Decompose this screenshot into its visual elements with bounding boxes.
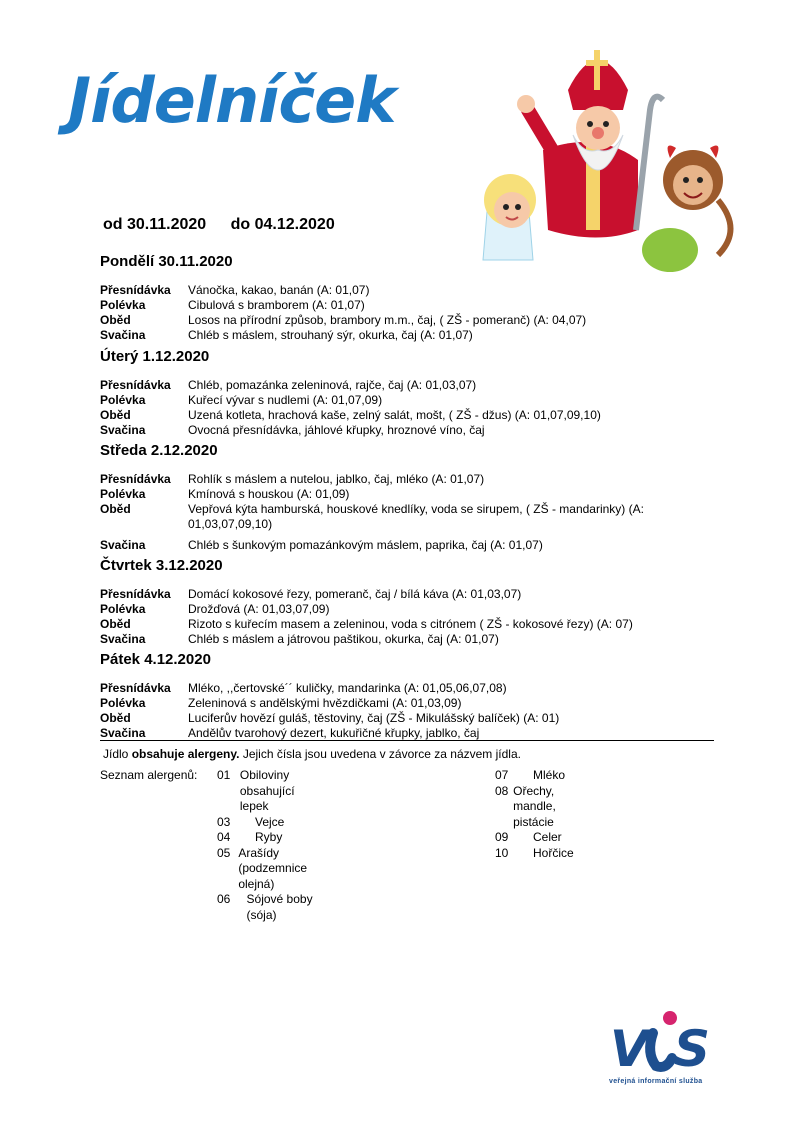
meal-text: Rizoto s kuřecím masem a zeleninou, voda s citrónem ( ZŠ - kokosové řezy) (A: 07) — [188, 617, 633, 631]
meal-text: Zeleninová s andělskými hvězdičkami (A: 01,03,09) — [188, 696, 462, 710]
allergen-item — [217, 815, 324, 831]
meal-label: Oběd — [100, 711, 131, 725]
meal-text: Vepřová kýta hamburská, houskové knedlíky, voda se sirupem, ( ZŠ - mandarinky) (A: 01,03,07,09,10) — [188, 502, 644, 531]
meal-label: Přesnídávka — [100, 378, 171, 392]
meal-label: Polévka — [100, 298, 146, 312]
meal-label: Polévka — [100, 393, 146, 407]
meal-row — [100, 423, 720, 438]
meal-row — [100, 487, 720, 502]
meal-text: Chléb s máslem a játrovou paštikou, okurka, čaj (A: 01,07) — [188, 632, 499, 646]
saint-nicholas-illustration — [448, 30, 748, 280]
meal-text: Drožďová (A: 01,03,07,09) — [188, 602, 330, 616]
allergen-name: Mléko — [533, 768, 566, 782]
meal-row — [100, 632, 720, 647]
meal-text: Kmínová s houskou (A: 01,09) — [188, 487, 350, 501]
meal-row — [100, 313, 720, 328]
allergen-item — [217, 830, 324, 846]
meal-row — [100, 587, 720, 602]
meal-text: Chléb s šunkovým pomazánkovým máslem, paprika, čaj (A: 01,07) — [188, 538, 543, 552]
allergen-item — [495, 784, 576, 831]
period-from: od 30.11.2020 — [103, 216, 207, 233]
meal-label: Přesnídávka — [100, 587, 171, 601]
allergen-number: 05 — [217, 845, 231, 860]
day-section — [100, 348, 720, 438]
allergen-number: 08 — [495, 783, 509, 798]
allergen-item — [495, 768, 576, 784]
meal-text: Uzená kotleta, hrachová kaše, zelný salát, mošt, ( ZŠ - džus) (A: 01,07,09,10) — [188, 408, 601, 422]
allergen-name: Ryby — [255, 830, 283, 844]
allergen-name: Celer — [533, 830, 562, 844]
meal-row — [100, 602, 720, 617]
day-section — [100, 442, 720, 553]
day-heading: Čtvrtek 3.12.2020 — [100, 557, 223, 574]
meal-row — [100, 696, 720, 711]
note-bold: obsahuje alergeny. — [131, 747, 240, 761]
allergen-name: Arašídy (podzemnice olejná) — [238, 845, 308, 891]
meal-text: Ovocná přesnídávka, jáhlové křupky, hroznové víno, čaj — [188, 423, 485, 437]
meal-row — [100, 681, 720, 696]
meal-label: Oběd — [100, 617, 131, 631]
period-to: do 04.12.2020 — [230, 216, 335, 233]
meal-label: Polévka — [100, 602, 146, 616]
meal-row — [100, 393, 720, 408]
day-heading: Pondělí 30.11.2020 — [100, 253, 233, 270]
logo-letter-v: V — [610, 1020, 649, 1078]
day-heading: Pátek 4.12.2020 — [100, 651, 211, 668]
allergen-name: Obiloviny obsahující lepek — [239, 768, 295, 813]
allergen-item — [217, 846, 324, 893]
allergen-name: Ořechy, mandle, pistácie — [513, 783, 556, 829]
meal-row — [100, 617, 720, 632]
menu-period — [103, 216, 355, 234]
allergen-list-label: Seznam alergenů: — [100, 768, 198, 782]
meal-label: Přesnídávka — [100, 681, 171, 695]
meal-label: Polévka — [100, 487, 146, 501]
meal-row — [100, 472, 720, 487]
allergen-number: 07 — [495, 768, 509, 782]
allergen-number: 10 — [495, 845, 509, 860]
allergen-number: 04 — [217, 830, 231, 844]
meal-row — [100, 298, 720, 313]
allergen-number: 06 — [217, 892, 231, 906]
allergen-name: Hořčice — [533, 845, 574, 860]
note-text-end: Jejich čísla jsou uvedena v závorce za názvem jídla. — [239, 747, 521, 761]
meal-text: Cibulová s bramborem (A: 01,07) — [188, 298, 365, 312]
meal-text: Luciferův hovězí guláš, těstoviny, čaj (ZŠ - Mikulášský balíček) (A: 01) — [188, 711, 560, 725]
allergen-item — [217, 892, 324, 923]
day-heading: Středa 2.12.2020 — [100, 442, 218, 459]
meal-label: Svačina — [100, 538, 146, 552]
day-section — [100, 651, 720, 741]
meal-text: Andělův tvarohový dezert, kukuřičné křupky, jablko, čaj — [188, 726, 480, 740]
meal-text: Chléb, pomazánka zeleninová, rajče, čaj (A: 01,03,07) — [188, 378, 477, 392]
meal-label: Svačina — [100, 632, 146, 646]
allergen-name: Vejce — [255, 814, 285, 829]
meal-label: Svačina — [100, 423, 146, 437]
meal-row — [100, 538, 720, 553]
meal-row — [100, 726, 720, 741]
meal-label: Oběd — [100, 408, 131, 422]
allergen-number: 09 — [495, 830, 509, 844]
day-section — [100, 557, 720, 647]
meal-row — [100, 408, 720, 423]
meal-text: Vánočka, kakao, banán (A: 01,07) — [188, 283, 370, 297]
meal-text: Rohlík s máslem a nutelou, jablko, čaj, mléko (A: 01,07) — [188, 472, 485, 486]
meal-row — [100, 711, 720, 726]
allergen-name: Sójové boby (sója) — [246, 892, 313, 922]
allergen-number: 01 — [217, 768, 231, 782]
logo-letter-s: S — [674, 1020, 711, 1078]
meal-label: Oběd — [100, 502, 131, 516]
vis-logo — [608, 1008, 718, 1088]
divider — [100, 740, 714, 741]
meal-label: Svačina — [100, 328, 146, 342]
meal-label: Polévka — [100, 696, 146, 710]
allergen-item — [495, 830, 576, 846]
meal-row — [100, 502, 720, 532]
meal-row — [100, 328, 720, 343]
meal-text: Losos na přírodní způsob, brambory m.m., čaj, ( ZŠ - pomeranč) (A: 04,07) — [188, 313, 587, 327]
meal-label: Svačina — [100, 726, 146, 740]
allergen-note — [103, 747, 521, 761]
allergen-number: 03 — [217, 814, 231, 829]
meal-label: Oběd — [100, 313, 131, 327]
allergen-item — [495, 846, 576, 862]
meal-row — [100, 283, 720, 298]
meal-text: Chléb s máslem, strouhaný sýr, okurka, čaj (A: 01,07) — [188, 328, 473, 342]
meal-row — [100, 378, 720, 393]
day-section — [100, 253, 720, 343]
meal-label: Přesnídávka — [100, 472, 171, 486]
allergen-item — [217, 768, 324, 815]
meal-text: Domácí kokosové řezy, pomeranč, čaj / bílá káva (A: 01,03,07) — [188, 587, 522, 601]
day-heading: Úterý 1.12.2020 — [100, 348, 210, 365]
meal-text: Kuřecí vývar s nudlemi (A: 01,07,09) — [188, 393, 383, 407]
page-title: Jídelníček — [68, 64, 396, 137]
note-text: Jídlo — [103, 747, 132, 761]
meal-text: Mléko, ,,čertovské´´ kuličky, mandarinka (A: 01,05,06,07,08) — [188, 681, 507, 695]
logo-caption: veřejná informační služba — [609, 1078, 703, 1085]
meal-label: Přesnídávka — [100, 283, 171, 297]
